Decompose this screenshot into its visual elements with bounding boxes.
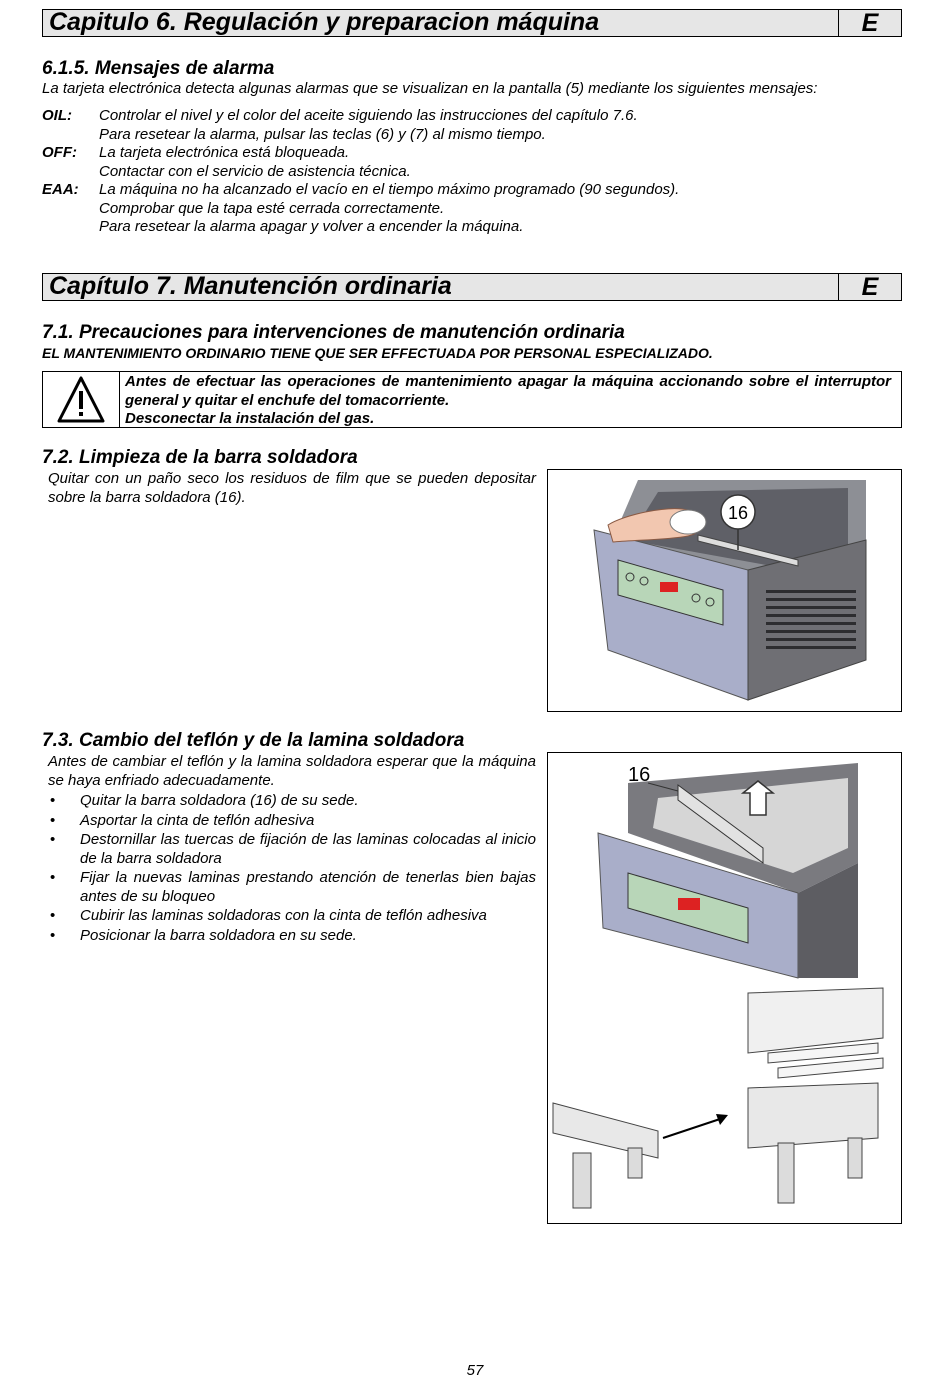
section-6-1-5-intro: La tarjeta electrónica detecta algunas alarmas que se visualizan en la pantalla (5) mediante los siguientes mensajes:: [42, 80, 818, 97]
sealing-bar-removal-illustration: [548, 753, 901, 1223]
section-7-1-title: 7.1. Precauciones para intervenciones de manutención ordinaria: [42, 322, 625, 343]
chapter-6-lang: E: [838, 10, 901, 36]
step-item: • Quitar la barra soldadora (16) de su sede.: [48, 792, 536, 811]
section-7-3-text: Antes de cambiar el teflón y la lamina soldadora esperar que la máquina se haya enfriado adecuadamente.: [48, 753, 536, 789]
chapter-7-title: Capítulo 7. Manutención ordinaria: [49, 272, 452, 300]
alarm-code-eaa: EAA:: [42, 181, 79, 198]
step-item: • Fijar la nuevas laminas prestando atención de tenerlas bien bajas antes de su bloqueo: [48, 869, 536, 906]
section-7-3-steps: [48, 792, 536, 946]
chapter-6-header: [42, 9, 902, 37]
step-item: • Destornillar las tuercas de fijación de las laminas colocadas al inicio de la barra soldadora: [48, 831, 536, 868]
alarm-code-off: OFF:: [42, 144, 77, 161]
figure-73-callout: 16: [628, 764, 651, 786]
chapter-6-title: Capitulo 6. Regulación y preparacion máquina: [49, 8, 600, 36]
chapter-7-lang: E: [838, 274, 901, 300]
step-item: • Posicionar la barra soldadora en su sede.: [48, 927, 536, 946]
alarm-oil-line-1: Controlar el nivel y el color del aceite siguiendo las instrucciones del capítulo 7.6.: [99, 107, 638, 124]
chapter-7-header: [42, 273, 902, 301]
figure-teflon-replacement: [547, 752, 902, 1224]
step-item: • Cubirir las laminas soldadoras con la cinta de teflón adhesiva: [48, 907, 536, 926]
section-7-2-text: Quitar con un paño seco los residuos de film que se pueden depositar sobre la barra soldadora (16).: [48, 470, 536, 506]
figure-72-callout: 16: [727, 503, 749, 523]
alarm-code-oil: OIL:: [42, 107, 72, 124]
page-number: 57: [466, 1362, 484, 1379]
warning-text: [125, 373, 891, 429]
warning-box: [42, 371, 902, 428]
alarm-eaa-line-2: Comprobar que la tapa esté cerrada correctamente.: [99, 200, 445, 217]
section-7-3-title: 7.3. Cambio del teflón y de la lamina soldadora: [42, 730, 465, 751]
alarm-oil-line-2: Para resetear la alarma, pulsar las teclas (6) y (7) al mismo tiempo.: [99, 126, 546, 143]
alarm-eaa-line-3: Para resetear la alarma apagar y volver a encender la máquina.: [99, 218, 524, 235]
warning-triangle-icon: [43, 372, 119, 427]
warning-text-main: Antes de efectuar las operaciones de mantenimiento apagar la máquina accionando sobre el interruptor general y quitar el enchufe del tomacorriente.: [125, 373, 891, 409]
alarm-off-line-1: La tarjeta electrónica está bloqueada.: [99, 144, 350, 161]
machine-cleaning-illustration: [548, 470, 901, 711]
step-item: • Asportar la cinta de teflón adhesiva: [48, 812, 536, 831]
section-7-1-caps-notice: EL MANTENIMIENTO ORDINARIO TIENE QUE SER EFFECTUADA POR PERSONAL ESPECIALIZADO.: [42, 345, 713, 361]
section-7-2-title: 7.2. Limpieza de la barra soldadora: [42, 447, 358, 468]
warning-text-gas: Desconectar la instalación del gas.: [125, 410, 375, 427]
warning-icon-cell: [43, 372, 120, 427]
section-6-1-5-title: 6.1.5. Mensajes de alarma: [42, 58, 275, 79]
alarm-off-line-2: Contactar con el servicio de asistencia técnica.: [99, 163, 411, 180]
figure-cleaning-sealing-bar: [547, 469, 902, 712]
alarm-eaa-line-1: La máquina no ha alcanzado el vacío en el tiempo máximo programado (90 segundos).: [99, 181, 680, 198]
